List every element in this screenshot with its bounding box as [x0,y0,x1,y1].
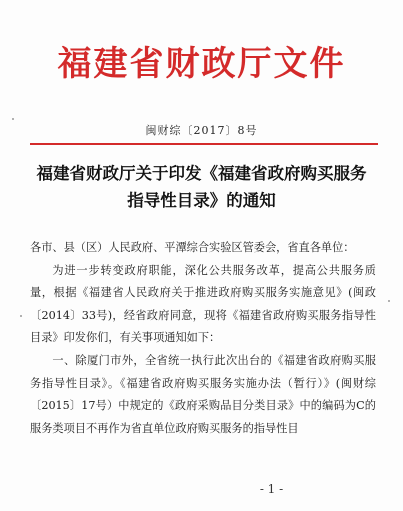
body-paragraph-2: 一、除厦门市外，全省统一执行此次出台的《福建省政府购买服务指导性目录》。《福建省政府购买服务实施办法（暂行）》(闽财综〔2015〕17号）中规定的《政府采购品目分类目录》中的编码为C的服务类项目不再作为省直单位政府购买服务的指导性目 [30,353,376,435]
document-body [30,237,376,440]
scan-speck [20,315,22,317]
document-title-line-2: 指导性目录》的通知 [127,191,276,210]
document-title-line-1: 福建省财政厅关于印发《福建省政府购买服务 [36,164,367,183]
red-divider-line [30,143,378,145]
issuer-title: 福建省财政厅文件 [57,44,346,84]
document-number: 闽财综〔2017〕8号 [145,124,258,137]
body-paragraph-1: 为进一步转变政府职能，深化公共服务改革，提高公共服务质量，根据《福建省人民政府关于推进政府购买服务实施意见》(闽政〔2014〕33号)，经省政府同意，现将《福建省政府购买服务指导性目录》印发你们，有关事项通知如下： [30,263,376,345]
document-title [20,160,383,214]
scan-speck [12,118,14,120]
scan-speck [388,300,390,302]
page-number: - 1 - [259,482,284,496]
salutation: 各市、县（区）人民政府、平潭综合实验区管委会，省直各单位： [30,241,355,254]
